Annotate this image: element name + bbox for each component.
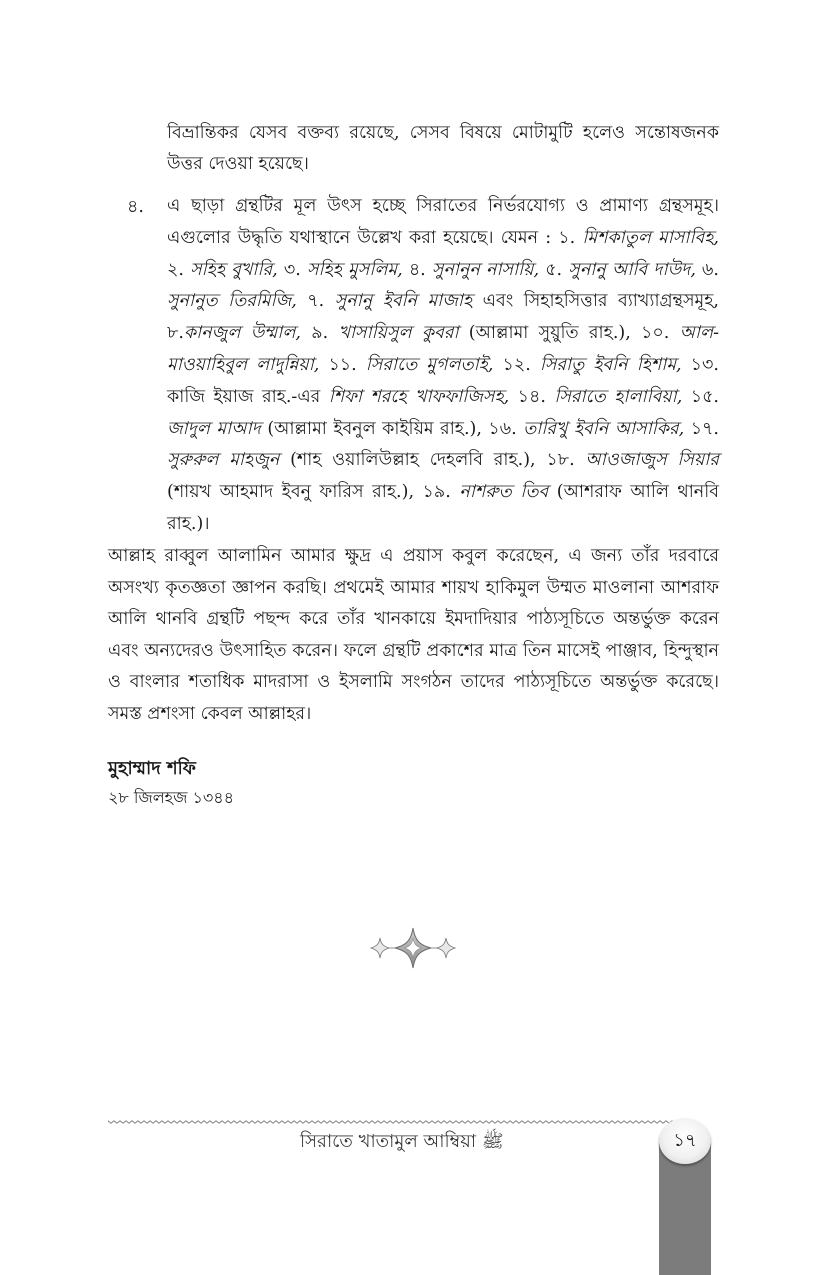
list-text: ২. (167, 259, 191, 280)
signature-date: ২৮ জিলহজ ১৩৪৪ (108, 788, 235, 807)
book-title: কানজুল উম্মাল, (183, 323, 301, 344)
book-title: খাসায়িসুল কুবরা (338, 323, 459, 344)
list-text: ৩. (277, 259, 307, 280)
list-text: ৬. (695, 259, 719, 280)
running-title: সিরাতে খাতামুল আম্বিয়া ﷺ (300, 1131, 504, 1152)
book-title: সিরাতু ইবনি হিশাম, (539, 354, 682, 375)
list-text: ১৫. (682, 386, 719, 407)
book-title: সিরাতে মুগলতাই, (365, 354, 494, 375)
list-text: ১১. (319, 354, 366, 375)
list-text: ১৭. (684, 418, 719, 439)
acknowledgement-paragraph: আল্লাহ রাব্বুল আলামিন আমার ক্ষুদ্র এ প্রয়াস কবুল করেছেন, এ জন্য তাঁর দরবারে অসংখ্য কৃতজ্ঞতা জ্ঞাপন করছি। প্রথমেই আমার শায়খ হাকিমুল উম্মত মাওলানা আশরাফ আলি থানবি গ্রন্থটি পছন্দ করে তাঁর খানকায়ে ইমদাদিয়ার পাঠ্যসূচিতে অন্তর্ভুক্ত করেন এবং অন্যদেরও উৎসাহিত করেন। ফলে গ্রন্থটি প্রকাশের মাত্র তিন মাসেই পাঞ্জাব, হিন্দুস্থান ও বাংলার শতাধিক মাদরাসা ও ইসলামি সংগঠন তাদের পাঠ্যসূচিতে অন্তর্ভুক্ত করেছে। সমস্ত প্রশংসা কেবল আল্লাহর। (108, 546, 719, 724)
list-text: ১২. (493, 354, 540, 375)
book-title: সিরাতে হালাবিয়া, (554, 386, 683, 407)
book-title: সহিহ মুসলিম, (306, 259, 403, 280)
list-text: ৭. (296, 291, 335, 312)
book-title: নাশরুত তিব (459, 482, 549, 503)
book-title: সুনানুত তিরমিজি, (167, 291, 297, 312)
list-text: এবং সিহাহসিত্তার ব্যাখ্যাগ্রন্থসমূহ, ৮. (167, 291, 719, 344)
book-title: মিশকাতুল মাসাবিহ, (582, 227, 719, 248)
book-title: সুনানু আবি দাউদ, (568, 259, 696, 280)
book-title: আল-মাওয়াহিবুল লাদুন্নিয়া, (167, 323, 719, 375)
list-text: এ ছাড়া গ্রন্থটির মূল উৎস হচ্ছে সিরাতের নির্ভরযোগ্য ও প্রামাণ্য গ্রন্থসমূহ। এগুলোর উদ্ধৃতি যথাস্থানে উল্লেখ করা হয়েছে। যেমন : ১. (167, 196, 719, 248)
list-text: (আশরাফ আলি থানবি রাহ.)। (167, 482, 720, 534)
list-item-body (167, 191, 719, 541)
list-number: ৪. (127, 197, 144, 217)
book-title: শিফা শরহে খাফফাজিসহ, (328, 386, 510, 407)
author-signature: মুহাম্মাদ শফি (108, 758, 196, 779)
page-number: ১৭ (659, 1118, 711, 1164)
book-title: সুরুরুল মাহজুন (167, 450, 280, 471)
list-text: (আল্লামা সুয়ুতি রাহ.), ১০. (458, 323, 680, 344)
book-title: সহিহ বুখারি, (190, 259, 278, 280)
list-text: (শায়খ আহমাদ ইবনু ফারিস রাহ.), ১৯. (167, 482, 460, 503)
list-text: (আল্লামা ইবনুল কাইয়িম রাহ.), ১৬. (260, 418, 524, 439)
book-title: তারিখু ইবনি আসাকির, (523, 418, 685, 439)
list-text: ১৩. কাজি ইয়াজ রাহ.-এর (167, 354, 719, 407)
book-title: আওজাজুস সিয়ার (585, 450, 719, 471)
footer-rule (108, 1118, 684, 1126)
list-text: ১৪. (509, 386, 555, 407)
book-title: সুনানুন নাসায়ি, (431, 259, 540, 280)
ornament-divider-icon (367, 926, 459, 970)
list-text: (শাহ ওয়ালিউল্লাহ দেহলবি রাহ.), ১৮. (279, 450, 586, 471)
list-text: ৫. (539, 259, 569, 280)
list-text: ৯. (300, 323, 339, 344)
continued-paragraph: বিভ্রান্তিকর যেসব বক্তব্য রয়েছে, সেসব বিষয়ে মোটামুটি হলেও সন্তোষজনক উত্তর দেওয়া হয়েছে। (167, 123, 719, 174)
book-title: জাদুল মাআদ (167, 418, 261, 439)
book-title: সুনানু ইবনি মাজাহ (334, 291, 473, 312)
list-text: ৪. (402, 259, 432, 280)
